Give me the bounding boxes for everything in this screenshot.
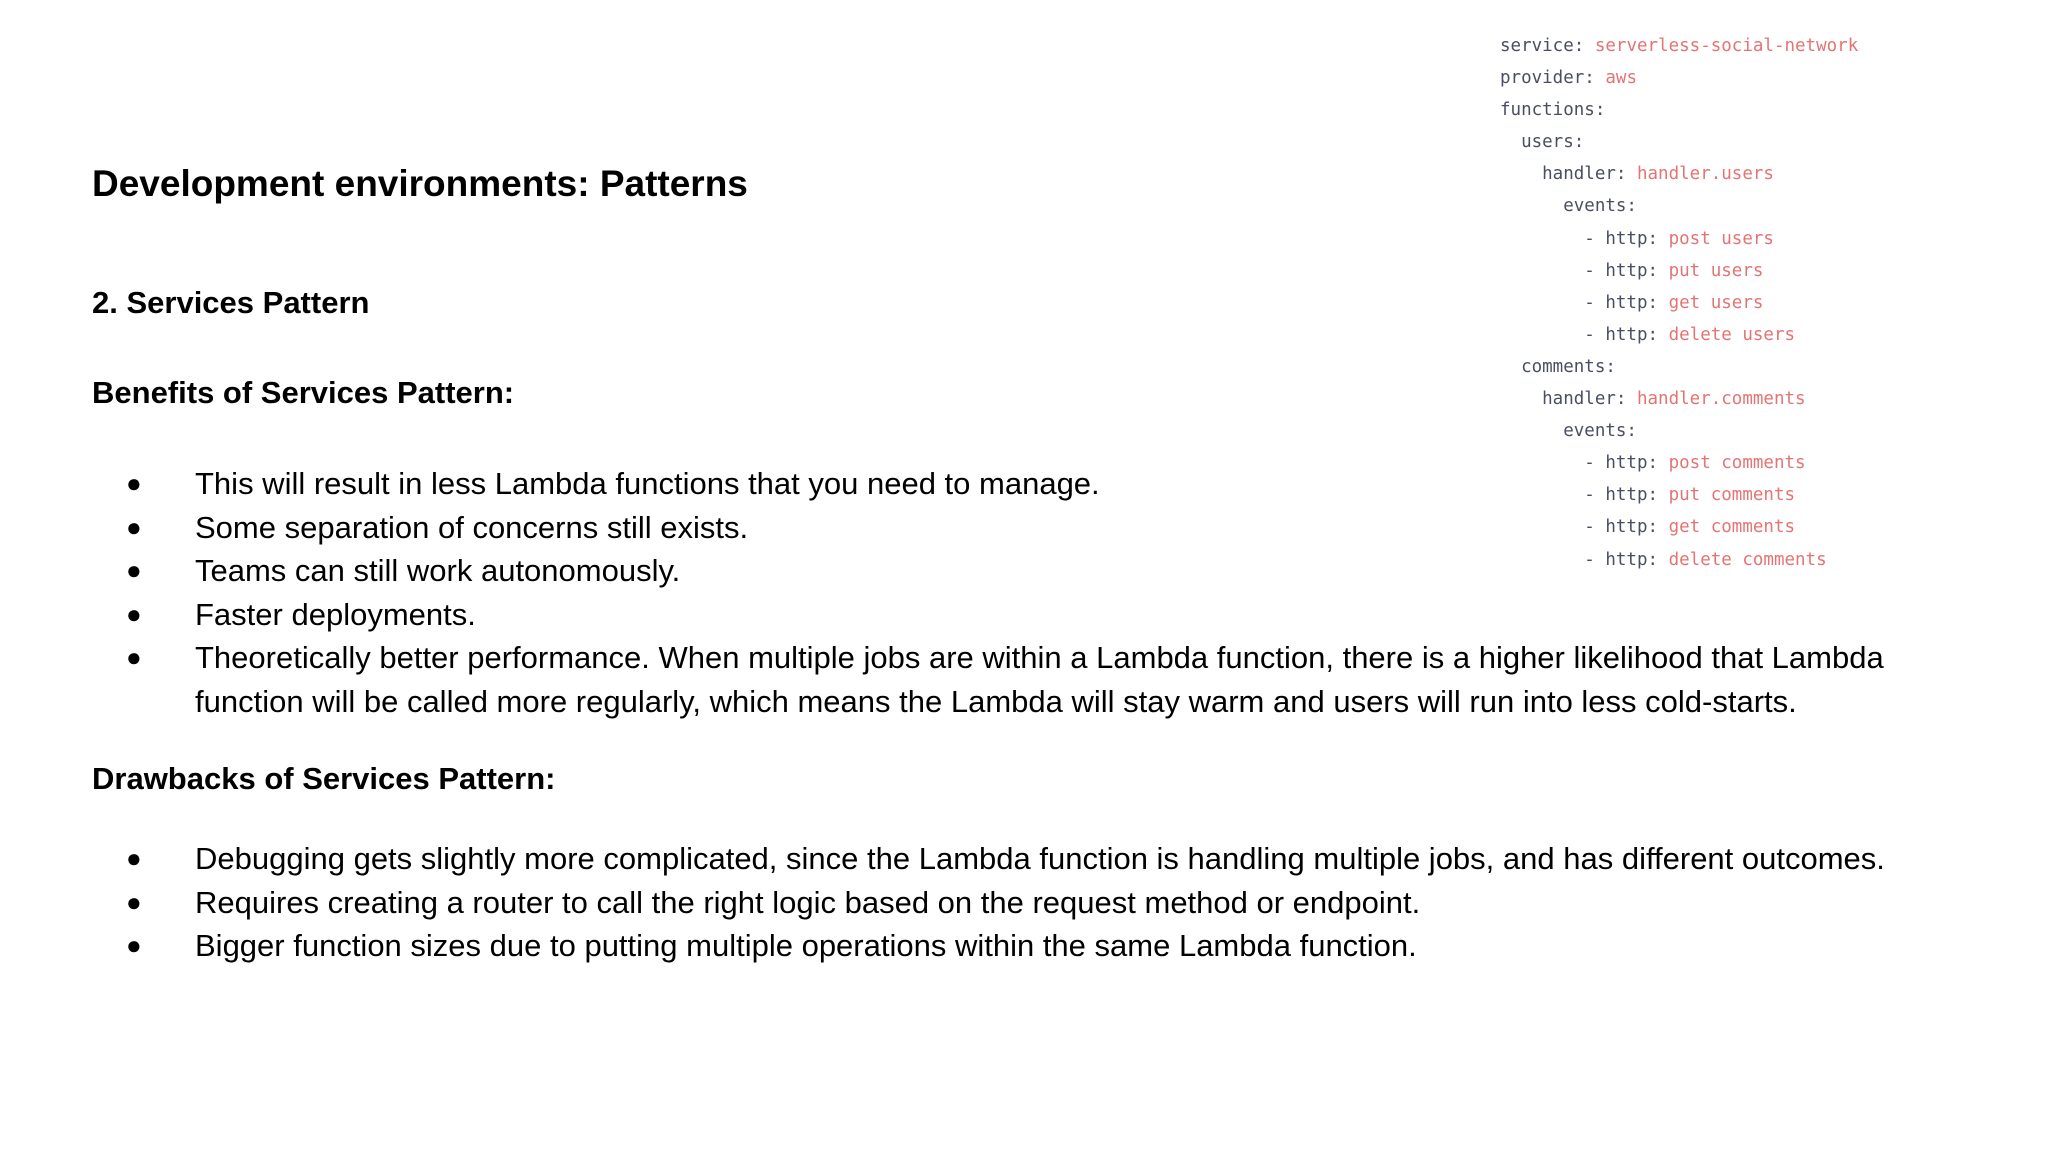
code-value: post comments [1668,453,1806,474]
bullet-text: Requires creating a router to call the right logic based on the request method or endpoint. [195,884,1421,920]
code-key: - http: [1500,292,1659,313]
code-value: get users [1668,292,1764,313]
code-key: - http: [1500,228,1659,249]
code-line [1500,415,1858,447]
code-key: - http: [1500,549,1659,570]
bullet-icon: ● [126,930,142,961]
code-value: delete comments [1668,549,1827,570]
list-item [92,837,1972,881]
drawbacks-heading: Drawbacks of Services Pattern: [92,761,556,796]
bullet-text: Some separation of concerns still exists. [195,509,749,545]
code-value: post users [1668,228,1774,249]
list-item [92,924,1972,968]
code-line [1500,287,1858,319]
code-key: - http: [1500,260,1659,281]
code-value: put users [1668,260,1764,281]
serverless-yml-code [1500,30,1858,576]
slide-title: Development environments: Patterns [92,163,748,204]
code-value: aws [1605,68,1637,89]
code-key: comments: [1500,356,1616,377]
bullet-text: Debugging gets slightly more complicated, since the Lambda function is handling multiple jobs, and has different outcomes. [195,841,1885,876]
code-key: - http: [1500,453,1659,474]
code-line [1500,223,1858,255]
code-line [1500,62,1858,94]
code-line [1500,30,1858,62]
drawbacks-list [92,837,1972,968]
bullet-icon: ● [126,555,142,586]
code-key: handler: [1500,389,1627,410]
code-line [1500,158,1858,190]
code-value: handler.users [1636,164,1774,185]
list-item [92,636,1972,723]
code-key: handler: [1500,164,1627,185]
code-line [1500,351,1858,383]
bullet-text: Theoretically better performance. When multiple jobs are within a Lambda function, there is a higher likelihood that Lambda function will be called more regularly, which means the Lambda will stay warm and users will run into less cold-starts. [195,640,1884,719]
code-key: - http: [1500,324,1659,345]
bullet-icon: ● [126,468,142,498]
code-line [1500,479,1858,511]
code-line [1500,126,1858,158]
bullet-icon: ● [126,642,142,673]
bullet-icon: ● [126,598,142,629]
code-line [1500,544,1858,576]
code-key: functions: [1500,100,1606,121]
bullet-text: Teams can still work autonomously. [195,553,681,589]
code-line [1500,447,1858,479]
slide-subtitle: 2. Services Pattern [92,285,370,320]
bullet-icon: ● [126,843,142,873]
code-key: service: [1500,36,1585,56]
bullet-text: This will result in less Lambda functions that you need to manage. [195,466,1100,501]
list-item [92,593,1972,637]
code-line [1500,94,1858,126]
code-line [1500,511,1858,543]
code-key: - http: [1500,517,1659,538]
code-key: users: [1500,132,1585,153]
code-line [1500,383,1858,415]
code-line [1500,255,1858,287]
benefits-heading: Benefits of Services Pattern: [92,375,515,410]
code-line [1500,190,1858,222]
code-value: serverless-social-network [1594,36,1859,56]
code-key: events: [1500,421,1637,442]
bullet-icon: ● [126,511,142,542]
bullet-text: Faster deployments. [195,596,476,632]
code-value: handler.comments [1636,389,1806,410]
bullet-text: Bigger function sizes due to putting multiple operations within the same Lambda function. [195,928,1417,964]
code-line [1500,319,1858,351]
code-value: delete users [1668,324,1796,345]
bullet-icon: ● [126,886,142,917]
code-key: provider: [1500,68,1595,89]
list-item [92,881,1972,925]
code-key: events: [1500,196,1637,217]
code-value: get comments [1668,517,1796,538]
code-value: put comments [1668,485,1796,506]
code-key: - http: [1500,485,1659,506]
